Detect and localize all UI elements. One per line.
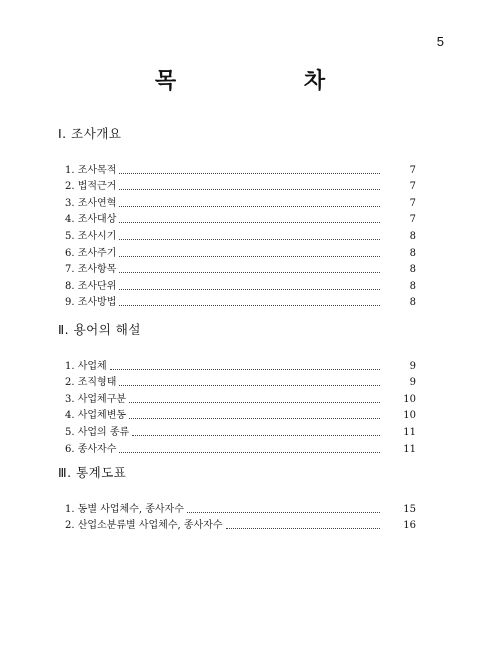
dot-leader xyxy=(129,418,380,419)
toc-entry-list xyxy=(65,160,418,309)
toc-entry-label: 9. 조사방법 xyxy=(65,297,117,309)
toc-entry-page: 11 xyxy=(403,426,416,438)
dot-leader xyxy=(132,435,380,436)
section-heading: Ⅰ. 조사개요 xyxy=(58,126,122,141)
toc-entry-page: 10 xyxy=(403,410,416,422)
toc-entry[interactable] xyxy=(65,210,418,227)
toc-entry-label: 4. 조사대상 xyxy=(65,214,117,226)
page-title: 목 차 xyxy=(154,68,386,94)
toc-entry[interactable] xyxy=(65,260,418,277)
toc-entry-label: 3. 조사연혁 xyxy=(65,197,117,209)
toc-entry[interactable] xyxy=(65,406,418,423)
toc-entry[interactable] xyxy=(65,276,418,293)
dot-leader xyxy=(119,206,380,207)
dot-leader xyxy=(119,239,380,240)
toc-entry-label: 1. 동별 사업체수, 종사자수 xyxy=(65,503,184,515)
toc-entry[interactable] xyxy=(65,243,418,260)
toc-section-tables xyxy=(58,463,418,532)
toc-entry[interactable] xyxy=(65,389,418,406)
toc-entry[interactable] xyxy=(65,499,418,516)
toc-section-terms xyxy=(58,320,418,456)
toc-entry-label: 2. 조직형태 xyxy=(65,377,117,389)
dot-leader xyxy=(119,305,380,306)
toc-entry-page: 15 xyxy=(403,503,416,515)
dot-leader xyxy=(119,452,380,453)
page-number: 5 xyxy=(436,34,444,49)
dot-leader xyxy=(119,222,380,223)
toc-entry-list xyxy=(65,499,418,532)
dot-leader xyxy=(119,385,380,386)
toc-section-overview xyxy=(58,124,418,309)
toc-entry-label: 4. 사업체변동 xyxy=(65,410,127,422)
dot-leader xyxy=(119,272,380,273)
section-heading: Ⅲ. 통계도표 xyxy=(58,465,127,480)
toc-entry-label: 2. 법적근거 xyxy=(65,181,117,193)
toc-entry[interactable] xyxy=(65,193,418,210)
toc-entry-label: 7. 조사항목 xyxy=(65,264,117,276)
toc-entry-page: 8 xyxy=(409,297,416,309)
toc-entry-list xyxy=(65,356,418,456)
dot-leader xyxy=(119,173,380,174)
toc-entry[interactable] xyxy=(65,160,418,177)
dot-leader xyxy=(119,289,380,290)
toc-entry-label: 6. 종사자수 xyxy=(65,443,117,455)
toc-entry-page: 9 xyxy=(409,360,416,372)
toc-entry-page: 16 xyxy=(403,520,416,532)
toc-entry-label: 5. 조사시기 xyxy=(65,230,117,242)
toc-entry-page: 8 xyxy=(409,247,416,259)
toc-entry-page: 7 xyxy=(409,164,416,176)
toc-entry[interactable] xyxy=(65,439,418,456)
section-heading: Ⅱ. 용어의 해설 xyxy=(58,322,141,337)
toc-entry[interactable] xyxy=(65,177,418,194)
toc-entry[interactable] xyxy=(65,293,418,310)
toc-entry-label: 5. 사업의 종류 xyxy=(65,426,130,438)
toc-entry[interactable] xyxy=(65,516,418,533)
toc-entry-label: 6. 조사주기 xyxy=(65,247,117,259)
toc-entry-page: 8 xyxy=(409,230,416,242)
toc-entry-page: 8 xyxy=(409,280,416,292)
toc-entry-label: 1. 사업체 xyxy=(65,360,107,372)
dot-leader xyxy=(226,528,381,529)
toc-entry-label: 1. 조사목적 xyxy=(65,164,117,176)
toc-entry-label: 8. 조사단위 xyxy=(65,280,117,292)
dot-leader xyxy=(110,369,380,370)
toc-entry-page: 7 xyxy=(409,181,416,193)
dot-leader xyxy=(187,512,380,513)
toc-entry-page: 7 xyxy=(409,197,416,209)
toc-entry-page: 7 xyxy=(409,214,416,226)
toc-entry[interactable] xyxy=(65,422,418,439)
toc-entry-page: 11 xyxy=(403,443,416,455)
toc-entry-page: 9 xyxy=(409,377,416,389)
toc-entry-page: 10 xyxy=(403,393,416,405)
toc-entry-label: 3. 사업체구분 xyxy=(65,393,127,405)
toc-entry[interactable] xyxy=(65,373,418,390)
toc-entry-page: 8 xyxy=(409,264,416,276)
toc-entry[interactable] xyxy=(65,356,418,373)
dot-leader xyxy=(129,402,380,403)
dot-leader xyxy=(119,189,380,190)
dot-leader xyxy=(119,256,380,257)
toc-entry[interactable] xyxy=(65,226,418,243)
toc-entry-label: 2. 산업소분류별 사업체수, 종사자수 xyxy=(65,520,223,532)
